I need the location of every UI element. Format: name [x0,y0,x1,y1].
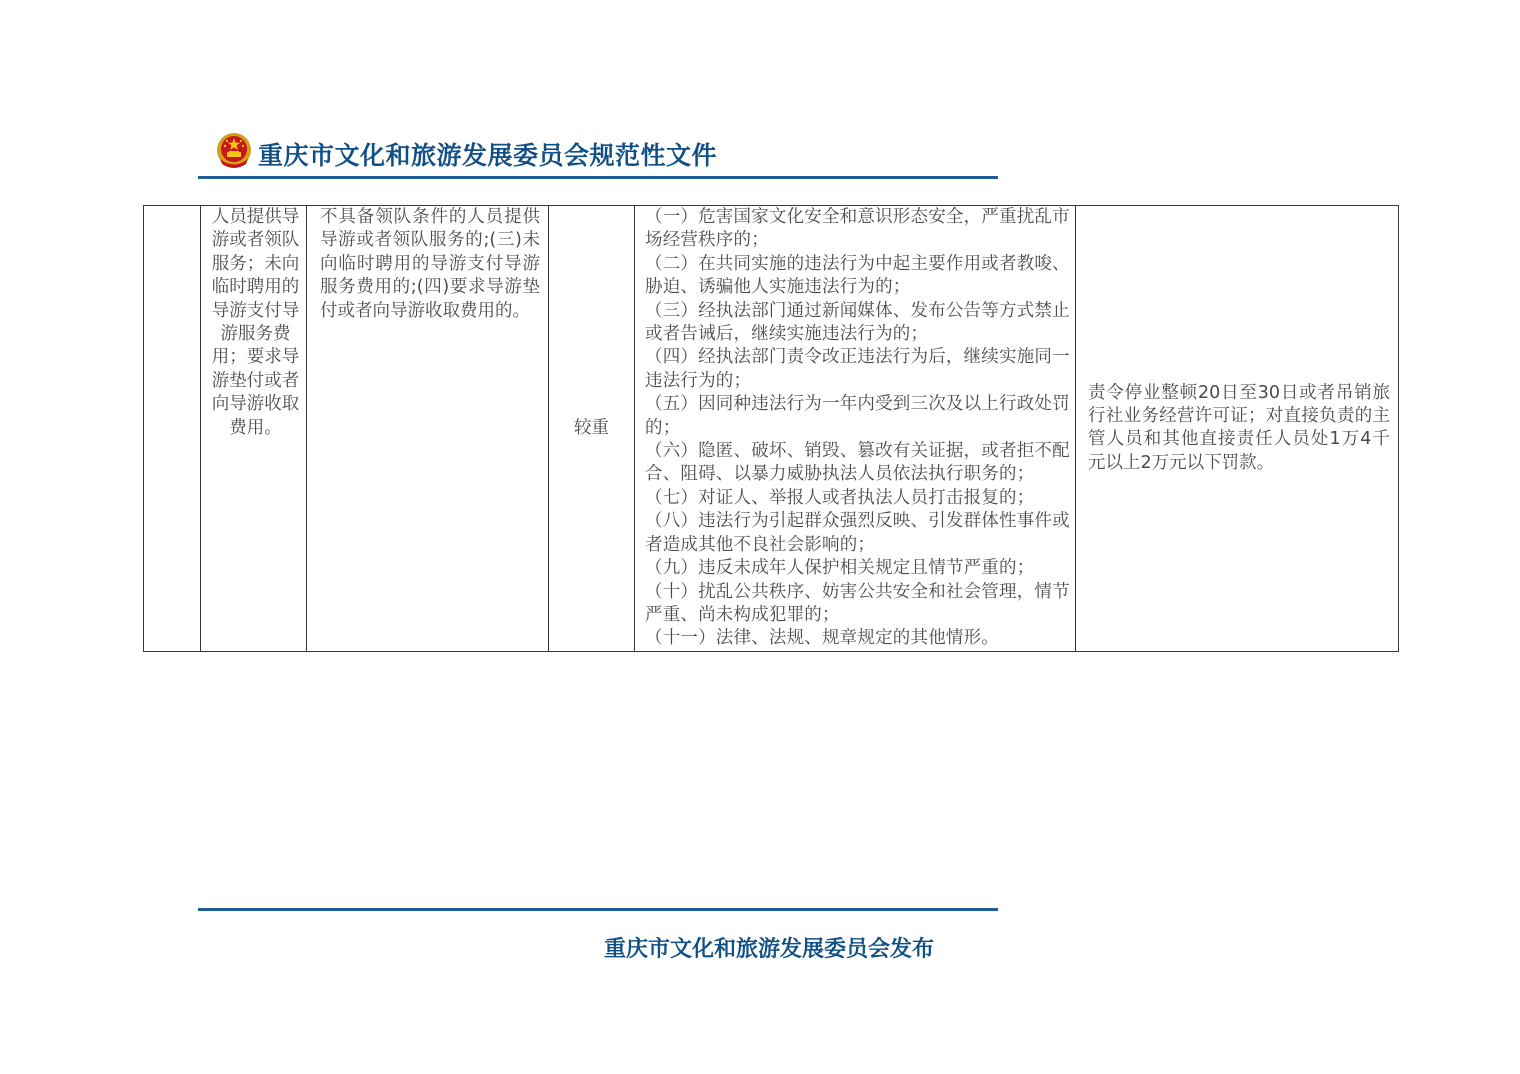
footer-publisher: 重庆市文化和旅游发展委员会发布 [604,936,935,962]
national-emblem-icon [216,132,252,170]
circumstance-item: （二）在共同实施的违法行为中起主要作用或者教唆、胁迫、诱骗他人实施违法行为的； [645,253,1070,298]
legal-basis-text: 不具备领队条件的人员提供导游或者领队服务的;(三)未向临时聘用的导游支付导游服务费用的;(四)要求导游垫付或者向导游收取费用的。 [320,207,540,321]
cell-circumstances [635,206,1076,652]
circumstance-item: （三）经执法部门通过新闻媒体、发布公告等方式禁止或者告诫后，继续实施违法行为的； [645,300,1070,345]
penalty-table [143,205,1399,652]
table-row [144,206,1399,652]
circumstance-item: （五）因同种违法行为一年内受到三次及以上行政处罚的； [645,394,1070,438]
circumstance-item: （九）违反未成年人保护相关规定且情节严重的； [645,558,1035,579]
footer-rule [198,908,998,911]
violation-text: 人员提供导游或者领队服务；未向临时聘用的导游支付导游服务费用；要求导游垫付或者向导游收取费用。 [211,207,300,438]
cell-index [144,206,201,652]
header-rule [198,176,998,179]
circumstance-item: （八）违法行为引起群众强烈反映、引发群体性事件或者造成其他不良社会影响的； [645,511,1070,555]
circumstance-item: （十）扰乱公共秩序、妨害公共安全和社会管理，情节严重、尚未构成犯罪的； [645,581,1070,625]
circumstance-item: （七）对证人、举报人或者执法人员打击报复的； [645,487,1035,508]
cell-severity: 较重 [549,206,635,652]
cell-penalty [1076,206,1399,652]
circumstance-item: （十一）法律、法规、规章规定的其他情形。 [645,628,999,649]
cell-legal-basis [307,206,549,652]
header-title: 重庆市文化和旅游发展委员会规范性文件 [258,141,718,170]
circumstance-item: （四）经执法部门责令改正违法行为后，继续实施同一违法行为的； [645,347,1070,391]
circumstance-item: （六）隐匿、破坏、销毁、篡改有关证据，或者拒不配合、阻碍、以暴力威胁执法人员依法执行职务的； [645,441,1070,485]
circumstance-item: （一）危害国家文化安全和意识形态安全，严重扰乱市场经营秩序的； [645,207,1070,251]
cell-violation [201,206,307,652]
document-header [198,128,998,180]
penalty-text: 责令停业整顿20日至30日或者吊销旅行社业务经营许可证；对直接负责的主管人员和其他直接责任人员处1万4千元以上2万元以下罚款。 [1088,382,1390,473]
